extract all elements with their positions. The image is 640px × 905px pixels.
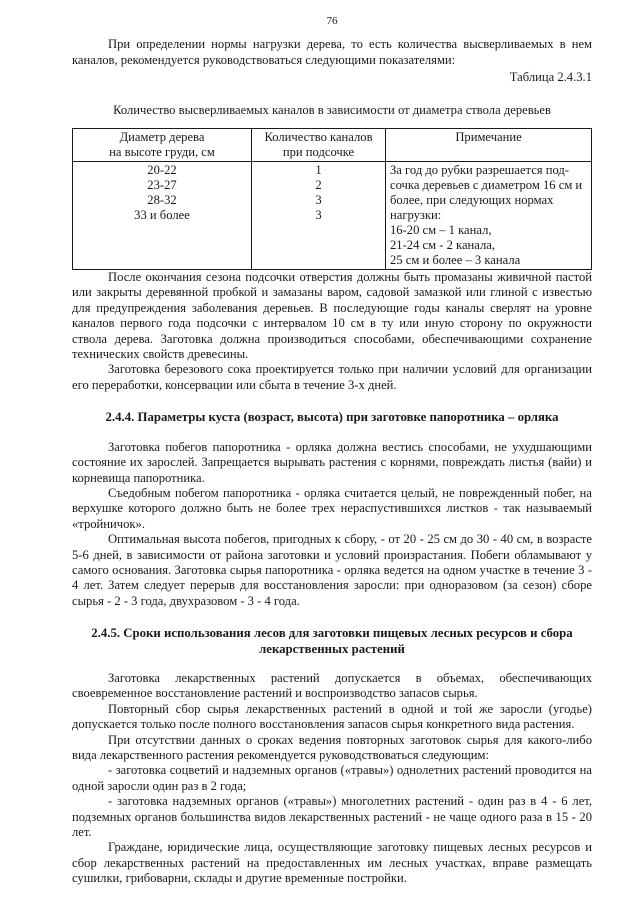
note-cell: [386, 162, 592, 270]
paragraph: При отсутствии данных о сроках ведения повторных заготовок сырья для какого-либо вида лекарственного растения рекомендуется руководствоваться следующим:: [72, 732, 592, 762]
section-heading-2-4-5: 2.4.5. Сроки использования лесов для заготовки пищевых лесных ресурсов и сбора лекарственных растений: [91, 626, 573, 656]
channels-value: 1: [315, 163, 322, 178]
header-diameter-line1: Диаметр дерева: [119, 130, 205, 145]
header-channels-line1: Количество каналов: [264, 130, 373, 145]
channels-value: 3: [315, 208, 322, 223]
table-number: Таблица 2.4.3.1: [509, 70, 592, 85]
header-channels: [252, 129, 386, 162]
channels-table: [72, 128, 592, 270]
note-line: 16-20 см – 1 канал,: [390, 223, 492, 238]
dash-list: [72, 763, 592, 840]
header-note: Примечание: [386, 129, 592, 162]
note-line: За год до рубки разрешается под-: [390, 163, 570, 178]
paragraph: Заготовка лекарственных растений допускается в объемах, обеспечивающих своевременное восстановление растений и воспроизводство запасов сырья.: [72, 670, 592, 701]
diameter-value: 28-32: [147, 193, 177, 208]
paragraph: Оптимальная высота побегов, пригодных к сбору, - от 20 - 25 см до 30 - 40 см, в возрасте 5-6 дней, в зависимости от района заготовки и условий произрастания. Побеги обламывают у самого основания. Заготовка сырья папоротника - орляка ведется на одном участке в течение 3 - 4 лет. Затем следует перерыв для восстановления заросли: при одноразовом (за сезон) сборе сырья - 2 - 3 года, двухразовом - 3 - 4 года.: [72, 532, 592, 608]
note-line: 25 см и более – 3 канала: [390, 253, 521, 268]
table-caption: Количество высверливаемых каналов в зависимости от диаметра ствола деревьев: [113, 102, 551, 117]
header-channels-line2: при подсочке: [282, 145, 355, 160]
closing-paragraph: Граждане, юридические лица, осуществляющие заготовку пищевых лесных ресурсов и сбор лекарственных растений на предоставленных им лесных участках, вправе размещать сушилки, грибоварни, склады и другие временные постройки.: [72, 840, 592, 886]
header-diameter: [73, 129, 252, 162]
note-line: 21-24 см - 2 канала,: [390, 238, 496, 253]
paragraph: Съедобным побегом папоротника - орляка считается целый, не поврежденный побег, на верхушке которого должно быть не более трех нераспустившихся листков - так называемый «тройничок».: [72, 485, 592, 531]
paragraph: Заготовка побегов папоротника - орляка должна вестись способами, не ухудшающими состояние их зарослей. Запрещается вырывать растения с корнями, повреждать листья (вайи) и корневища папоротника.: [72, 439, 592, 485]
diameter-cell: [73, 162, 252, 270]
note-line: сочка деревьев с диаметром 16 см и: [390, 178, 583, 193]
paragraph: Заготовка березового сока проектируется только при наличии условий для организации его переработки, консервации или сбыта в течение 3-х дней.: [72, 362, 592, 392]
page-number: 76: [326, 15, 338, 27]
document-page: [72, 14, 592, 887]
list-item: - заготовка соцветий и надземных органов («травы») однолетних растений проводится на одной заросли один раз в 2 года;: [72, 763, 592, 793]
header-diameter-line2: на высоте груди, см: [109, 145, 215, 160]
note-line: нагрузки:: [390, 208, 442, 223]
intro-paragraph: При определении нормы нагрузки дерева, то есть количества высверливаемых в нем каналов, рекомендуется руководствоваться следующими показателями:: [72, 37, 592, 67]
channels-cell: [252, 162, 386, 270]
table-header-row: [73, 129, 592, 162]
paragraph: После окончания сезона подсочки отверстия должны быть промазаны живичной пастой или закрыты деревянной пробкой и замазаны варом, садовой замазкой или глиной с известью для предупреждения заболевания деревьев. В последующие годы каналы сверлят на уровне каналов первого года подсочки с интервалом 10 см в ту или иную сторону по окружности ствола дерева. Заготовка должна производиться способами, обеспечивающими сохранение технических свойств древесины.: [72, 270, 592, 362]
list-item: - заготовка надземных органов («травы») многолетних растений - один раз в 4 - 6 лет, подземных органов большинства видов лекарственных растений - не чаще одного раза в 15 - 20 лет.: [72, 794, 592, 840]
channels-value: 2: [315, 178, 322, 193]
diameter-value: 20-22: [147, 163, 177, 178]
paragraph: Повторный сбор сырья лекарственных растений в одной и той же заросли (угодье) допускается только после полного восстановления запасов сырья конкретного вида растения.: [72, 701, 592, 732]
diameter-value: 23-27: [147, 178, 177, 193]
channels-value: 3: [315, 193, 322, 208]
diameter-value: 33 и более: [134, 208, 190, 223]
table-row: [73, 162, 592, 270]
note-line: более, при следующих нормах: [390, 193, 554, 208]
section-heading-2-4-4: 2.4.4. Параметры куста (возраст, высота) при заготовке папоротника – орляка: [105, 410, 559, 425]
